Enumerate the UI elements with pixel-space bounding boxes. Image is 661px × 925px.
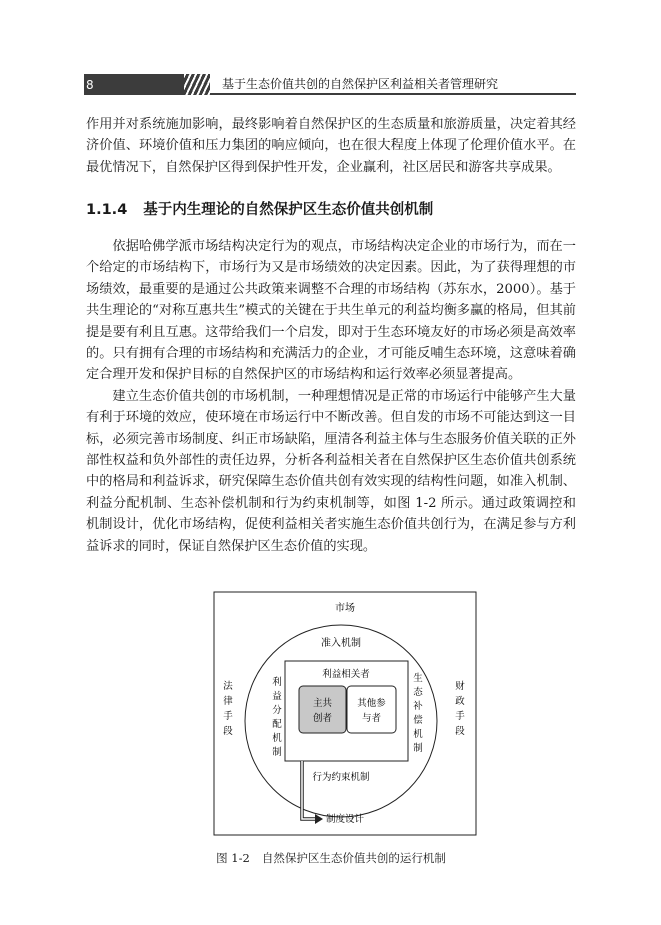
section-title: 基于内生理论的自然保护区生态价值共创机制 bbox=[143, 202, 434, 218]
svg-text:态: 态 bbox=[413, 687, 423, 698]
eco-compensation-label bbox=[413, 672, 423, 754]
svg-text:政: 政 bbox=[455, 696, 465, 707]
figure-title: 自然保护区生态价值共创的运行机制 bbox=[261, 851, 446, 865]
svg-text:段: 段 bbox=[455, 726, 465, 737]
legal-means-label bbox=[223, 680, 233, 737]
svg-text:手: 手 bbox=[455, 711, 465, 722]
svg-text:制: 制 bbox=[413, 743, 423, 754]
main-cocreator-box bbox=[299, 686, 346, 733]
svg-text:配: 配 bbox=[272, 719, 282, 730]
body-paragraph: 建立生态价值共创的市场机制，一种理想情况是正常的市场运行中能够产生大量有利于环境的效应，使环境在市场运行中不断改善。但自发的市场不可能达到这一目标，必须完善市场制度、纠正市场缺陷，厘清各利益主体与生态服务价值关联的正外部性权益和负外部性的责任边界，分析各利益相关者在自然保护区生态价值共创系统中的格局和利益诉求，研究保障生态价值共创有效实现的结构性问题，如准入机制、利益分配机制、生态补偿机制和行为约束机制等，如图 1-2 所示。通过政策调控和机制设计，优化市场结构，促使利益相关者实施生态价值共创行为，在满足参与方利益诉求的同时，保证自然保护区生态价值的实现。 bbox=[86, 388, 576, 554]
svg-text:分: 分 bbox=[272, 705, 282, 716]
svg-text:律: 律 bbox=[223, 696, 233, 707]
running-title: 基于生态价值共创的自然保护区利益相关者管理研究 bbox=[210, 74, 576, 95]
access-mechanism-label: 准入机制 bbox=[321, 638, 361, 649]
institutional-design-label: 制度设计 bbox=[326, 814, 365, 825]
main-cocreator-label: 主共 bbox=[312, 698, 333, 709]
body-text bbox=[86, 236, 576, 557]
intro-paragraph-block bbox=[86, 114, 576, 178]
other-participants-box bbox=[347, 686, 396, 733]
main-cocreator-label: 创者 bbox=[312, 713, 333, 724]
svg-text:偿: 偿 bbox=[413, 715, 423, 726]
stakeholders-label: 利益相关者 bbox=[322, 669, 370, 680]
figure-number: 图 1-2 bbox=[216, 851, 250, 865]
svg-text:段: 段 bbox=[223, 726, 233, 737]
svg-text:益: 益 bbox=[272, 691, 282, 702]
flow-arrow-outer bbox=[302, 761, 317, 819]
svg-text:手: 手 bbox=[223, 711, 233, 722]
page-number: 8 bbox=[84, 74, 184, 95]
other-participants-label: 与者 bbox=[361, 713, 382, 724]
figure-caption bbox=[86, 850, 576, 866]
fiscal-means-label bbox=[455, 680, 465, 737]
svg-text:补: 补 bbox=[413, 701, 423, 712]
section-heading bbox=[86, 198, 576, 219]
other-participants-label: 其他参 bbox=[357, 698, 386, 709]
intro-paragraph: 作用并对系统施加影响，最终影响着自然保护区的生态质量和旅游质量，决定着其经济价值、环境价值和压力集团的响应倾向，也在很大程度上体现了伦理价值水平。在最优情况下，自然保护区得到保护性开发，企业赢利，社区居民和游客共享成果。 bbox=[86, 117, 576, 175]
svg-text:制: 制 bbox=[272, 747, 282, 758]
svg-text:财: 财 bbox=[455, 681, 465, 692]
benefit-distribution-label bbox=[272, 676, 282, 758]
svg-text:利: 利 bbox=[272, 677, 282, 688]
body-paragraph: 依据哈佛学派市场结构决定行为的观点，市场结构决定企业的市场行为，而在一个给定的市场结构下，市场行为又是市场绩效的决定因素。因此，为了获得理想的市场绩效，最重要的是通过公共政策来调整不合理的市场结构（苏东水，2000）。基于共生理论的“对称互惠共生”模式的关键在于共生单元的利益均衡多赢的格局，但其前提是要有利且互惠。这带给我们一个启发，即对于生态环境友好的市场必须是高效率的。只有拥有合理的市场结构和充满活力的企业，才可能反哺生态环境，这意味着确定合理开发和保护目标的自然保护区的市场结构和运行效率必须显著提高。 bbox=[86, 239, 576, 383]
behavior-constraint-label: 行为约束机制 bbox=[312, 772, 370, 783]
mechanism-diagram bbox=[213, 591, 477, 836]
svg-text:机: 机 bbox=[413, 729, 423, 740]
svg-text:法: 法 bbox=[223, 681, 233, 692]
figure-operating-mechanism bbox=[213, 591, 477, 836]
flow-arrow-inner bbox=[302, 761, 317, 819]
running-header bbox=[84, 74, 576, 95]
svg-text:生: 生 bbox=[413, 673, 423, 684]
market-label: 市场 bbox=[335, 603, 355, 614]
svg-text:机: 机 bbox=[272, 733, 282, 744]
section-number: 1.1.4 bbox=[86, 202, 128, 218]
header-stripe-decoration bbox=[184, 74, 210, 95]
